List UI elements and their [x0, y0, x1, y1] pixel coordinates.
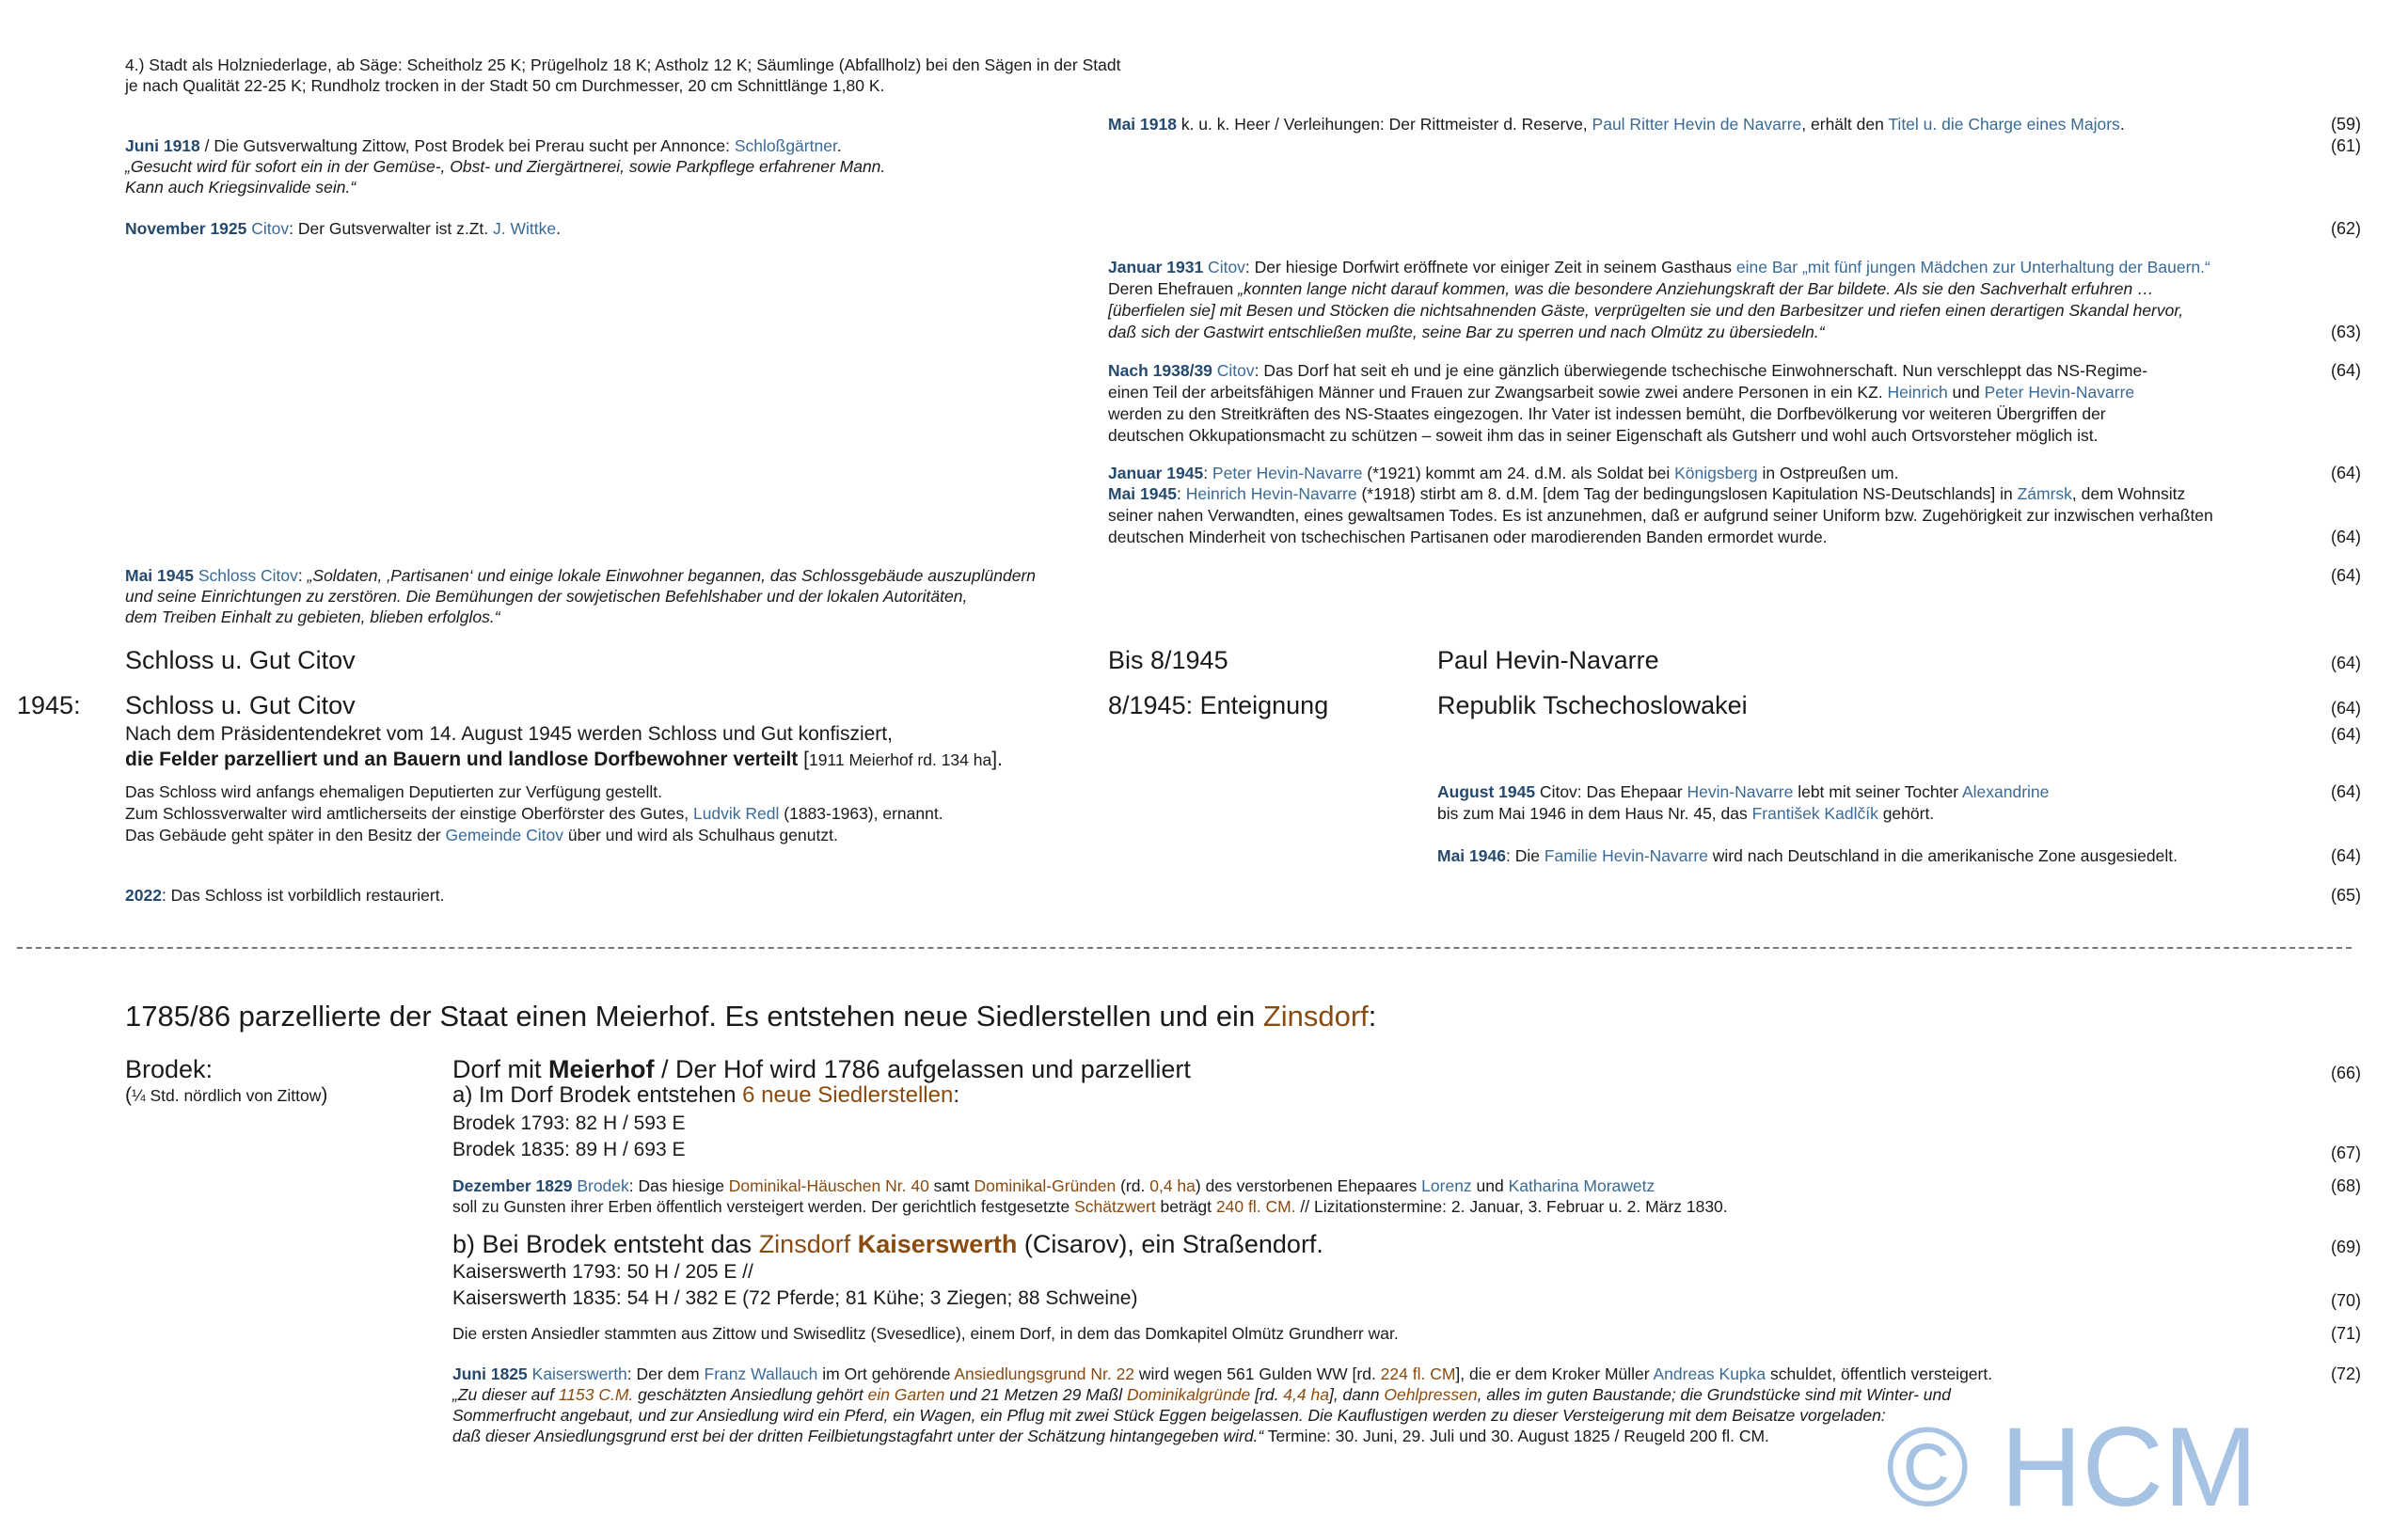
brodek-stat-1835: Brodek 1835: 89 H / 693 E — [452, 1139, 686, 1160]
ref-66: (66) — [2330, 1064, 2361, 1082]
brodek-label: Brodek: — [125, 1055, 214, 1083]
juni-1918-quote-2: Kann auch Kriegsinvalide sein.“ — [125, 178, 356, 197]
nach-1938-line-2: einen Teil der arbeitsfähigen Männer und Frauen zur Zwangsarbeit sowie zwei andere Personen in ein KZ. Heinrich und Peter Hevin-Navarre — [1108, 383, 2135, 402]
dekret-line-1: Nach dem Präsidentendekret vom 14. August 1945 werden Schloss und Gut konfisziert, — [125, 723, 893, 745]
ref-64-g: (64) — [2330, 725, 2361, 744]
dez-1829-line-2: soll zu Gunsten ihrer Erben öffentlich versteigert werden. Der gerichtlich festgesetzte Schätzwert beträgt 240 fl. CM. // Lizitationstermine: 2. Januar, 3. Februar u. 2. März 1830. — [452, 1197, 1728, 1216]
juni-1825-quote-2: Sommerfrucht angebaut, und zur Ansiedlung wird ein Pferd, ein Wagen, ein Pflug mit zwei Stück Eggen beigelassen. Die Kauflustigen werden zu dieser Versteigerung mit dem Beisatze vorgeladen: — [452, 1406, 1886, 1425]
entry-mai-1945-heinrich: Mai 1945: Heinrich Hevin-Navarre (*1918) stirbt am 8. d.M. [dem Tag der bedingungslosen Kapitulation NS-Deutschlands] in Zámrsk, dem Wohnsitz — [1108, 484, 2186, 503]
ref-68: (68) — [2330, 1176, 2361, 1195]
owner-row-2-year: 1945: — [17, 691, 81, 719]
entry-nach-1938: Nach 1938/39 Citov: Das Dorf hat seit eh und je eine gänzlich überwiegende tschechische Einwohnerschaft. Nun verschleppt das NS-Regime- — [1108, 361, 2148, 380]
juni-1825-quote-3: daß dieser Ansiedlungsgrund erst bei der dritten Feilbietungstagfahrt unter der Schätzung hintangegeben wird.“ Termine: 30. Juni, 29. Juli und 30. August 1825 / Reugeld 200 fl. CM. — [452, 1427, 1769, 1445]
ref-59: (59) — [2330, 115, 2361, 134]
entry-juni-1918: Juni 1918 / Die Gutsverwaltung Zittow, Post Brodek bei Prerau sucht per Annonce: Schloßgärtner. — [125, 136, 842, 155]
entry-dez-1829: Dezember 1829 Brodek: Das hiesige Dominikal-Häuschen Nr. 40 samt Dominikal-Gründen (rd. 0,4 ha) des verstorbenen Ehepaares Lorenz und Katharina Morawetz — [452, 1176, 1656, 1195]
mai-1945-heinrich-line-2: seiner nahen Verwandten, eines gewaltsamen Todes. Es ist anzunehmen, daß er aufgrund seiner Uniform bzw. Zugehörigkeit zur inzwischen verhaßten — [1108, 506, 2213, 525]
schloss-line-2: Zum Schlossverwalter wird amtlicherseits der einstige Oberförster des Gutes, Ludvik Redl (1883-1963), ernannt. — [125, 804, 943, 823]
owner-row-1-property: Schloss u. Gut Citov — [125, 646, 356, 674]
jan-1931-line-3: [überfielen sie] mit Besen und Stöcken die nichtsahnenden Gäste, verprügelten sie und den Barbesitzer und riefen einen derartigen Skandal hervor, — [1108, 301, 2184, 320]
jan-1931-line-2: Deren Ehefrauen „konnten lange nicht darauf kommen, was die besondere Anziehungskraft der Bar bildete. Als sie den Sachverhalt erfuhren … — [1108, 279, 2154, 298]
ref-64-h: (64) — [2330, 782, 2361, 801]
juni-1825-quote-1: „Zu dieser auf 1153 C.M. geschätzten Ansiedlung gehört ein Garten und 21 Metzen 29 Maßl Dominikalgründe [rd. 4,4 ha], dann Oehlpressen, alles im guten Baustande; die Grundstücke sind mit Winter- und — [452, 1385, 1951, 1404]
ref-67: (67) — [2330, 1144, 2361, 1162]
ref-64-a: (64) — [2330, 361, 2361, 380]
mai-1945-schloss-line-3: dem Treiben Einhalt zu gebieten, blieben erfolglos.“ — [125, 607, 500, 626]
ref-62: (62) — [2330, 219, 2361, 238]
entry-mai-1946: Mai 1946: Die Familie Hevin-Navarre wird nach Deutschland in die amerikanische Zone ausgesiedelt. — [1437, 846, 2178, 865]
ref-64-b: (64) — [2330, 464, 2361, 482]
ref-61: (61) — [2330, 136, 2361, 155]
brodek-stat-1793: Brodek 1793: 82 H / 593 E — [452, 1112, 686, 1134]
ref-65: (65) — [2330, 886, 2361, 905]
owner-row-2-period: 8/1945: Enteignung — [1108, 691, 1329, 719]
owner-row-2-owner: Republik Tschechoslowakei — [1437, 691, 1748, 719]
kaiserswerth-stat-1835: Kaiserswerth 1835: 54 H / 382 E (72 Pferde; 81 Kühe; 3 Ziegen; 88 Schweine) — [452, 1287, 1138, 1309]
holz-line-2: je nach Qualität 22-25 K; Rundholz trocken in der Stadt 50 cm Durchmesser, 20 cm Schnittlänge 1,80 K. — [125, 76, 885, 95]
schloss-line-1: Das Schloss wird anfangs ehemaligen Deputierten zur Verfügung gestellt. — [125, 782, 663, 801]
ref-64-d: (64) — [2330, 566, 2361, 585]
zinsdorf-heading: b) Bei Brodek entsteht das Zinsdorf Kaiserswerth (Cisarov), ein Straßendorf. — [452, 1230, 1323, 1258]
aug-1945-line-2: bis zum Mai 1946 in dem Haus Nr. 45, das František Kadlčík gehört. — [1437, 804, 1935, 823]
juni-1918-quote-1: „Gesucht wird für sofort ein in der Gemüse-, Obst- und Ziergärtnerei, sowie Parkpflege erfahrener Mann. — [125, 157, 886, 176]
ref-64-c: (64) — [2330, 528, 2361, 546]
kaiserswerth-stat-1793: Kaiserswerth 1793: 50 H / 205 E // — [452, 1261, 753, 1283]
owner-row-1-owner: Paul Hevin-Navarre — [1437, 646, 1659, 674]
ref-72: (72) — [2330, 1364, 2361, 1383]
ref-71: (71) — [2330, 1324, 2361, 1343]
entry-aug-1945: August 1945 Citov: Das Ehepaar Hevin-Navarre lebt mit seiner Tochter Alexandrine — [1437, 782, 2050, 801]
ref-70: (70) — [2330, 1291, 2361, 1310]
entry-jan-1945: Januar 1945: Peter Hevin-Navarre (*1921) kommt am 24. d.M. als Soldat bei Königsberg in Ostpreußen um. — [1108, 464, 1899, 482]
schloss-line-3: Das Gebäude geht später in den Besitz der Gemeinde Citov über und wird als Schulhaus genutzt. — [125, 826, 838, 844]
ref-63: (63) — [2330, 323, 2361, 341]
owner-row-1-period: Bis 8/1945 — [1108, 646, 1228, 674]
ansiedler-origin: Die ersten Ansiedler stammten aus Zittow und Swisedlitz (Svesedlice), einem Dorf, in dem das Domkapitel Olmütz Grundherr war. — [452, 1324, 1399, 1343]
brodek-desc: Dorf mit Meierhof / Der Hof wird 1786 aufgelassen und parzelliert — [452, 1055, 1191, 1083]
ref-64-f: (64) — [2330, 699, 2361, 718]
section-heading: 1785/86 parzellierte der Staat einen Meierhof. Es entstehen neue Siedlerstellen und ein Zinsdorf: — [125, 1000, 1377, 1033]
nach-1938-line-3: werden zu den Streitkräften des NS-Staates eingezogen. Ihr Vater ist indessen bemüht, die Dorfbevölkerung vor weiteren Übergriffen der — [1108, 404, 2106, 423]
holz-line-1: 4.) Stadt als Holzniederlage, ab Säge: Scheitholz 25 K; Prügelholz 18 K; Astholz 12 K; Säumlinge (Abfallholz) bei den Sägen in der Stadt — [125, 55, 1121, 74]
entry-juni-1825: Juni 1825 Kaiserswerth: Der dem Franz Wallauch im Ort gehörende Ansiedlungsgrund Nr. 22 wird wegen 561 Gulden WW [rd. 224 fl. CM], die er dem Kroker Müller Andreas Kupka schuldet, öffentlich versteigert. — [452, 1364, 1993, 1383]
entry-jan-1931: Januar 1931 Citov: Der hiesige Dorfwirt eröffnete vor einiger Zeit in seinem Gasthaus eine Bar „mit fünf jungen Mädchen zur Unterhaltung der Bauern.“ — [1108, 258, 2210, 276]
brodek-location: (¼ Std. nördlich von Zittow) — [125, 1084, 328, 1106]
nach-1938-line-4: deutschen Okkupationsmacht zu schützen – soweit ihm das in seiner Eigenschaft als Gutsherr und wohl auch Ortsvorsteher möglich ist. — [1108, 426, 2099, 445]
ref-69: (69) — [2330, 1238, 2361, 1256]
mai-1945-schloss-line-2: und seine Einrichtungen zu zerstören. Die Bemühungen der sowjetischen Befehlshaber und der lokalen Autoritäten, — [125, 587, 968, 606]
entry-mai-1918: Mai 1918 k. u. k. Heer / Verleihungen: Der Rittmeister d. Reserve, Paul Ritter Hevin de Navarre, erhält den Titel u. die Charge eines Majors. — [1108, 115, 2125, 134]
jan-1931-line-4: daß sich der Gastwirt entschließen mußte, seine Bar zu sperren und nach Olmütz zu übersiedeln.“ — [1108, 323, 1825, 341]
dekret-line-2: die Felder parzelliert und an Bauern und landlose Dorfbewohner verteilt [1911 Meierhof rd. 134 ha]. — [125, 749, 1003, 770]
owner-row-2-property: Schloss u. Gut Citov — [125, 691, 356, 719]
brodek-siedler: a) Im Dorf Brodek entstehen 6 neue Siedlerstellen: — [452, 1082, 959, 1108]
mai-1945-heinrich-line-3: deutschen Minderheit von tschechischen Partisanen oder marodierenden Banden ermordet wurde. — [1108, 528, 1828, 546]
copyright-watermark: © HCM — [1886, 1404, 2258, 1530]
entry-mai-1945-schloss: Mai 1945 Schloss Citov: „Soldaten, ‚Partisanen‘ und einige lokale Einwohner begannen, das Schlossgebäude auszuplündern — [125, 566, 1037, 585]
section-divider — [17, 947, 2352, 949]
ref-64-e: (64) — [2330, 654, 2361, 672]
ref-64-i: (64) — [2330, 846, 2361, 865]
entry-2022: 2022: Das Schloss ist vorbildlich restauriert. — [125, 886, 445, 905]
entry-nov-1925: November 1925 Citov: Der Gutsverwalter ist z.Zt. J. Wittke. — [125, 219, 561, 238]
